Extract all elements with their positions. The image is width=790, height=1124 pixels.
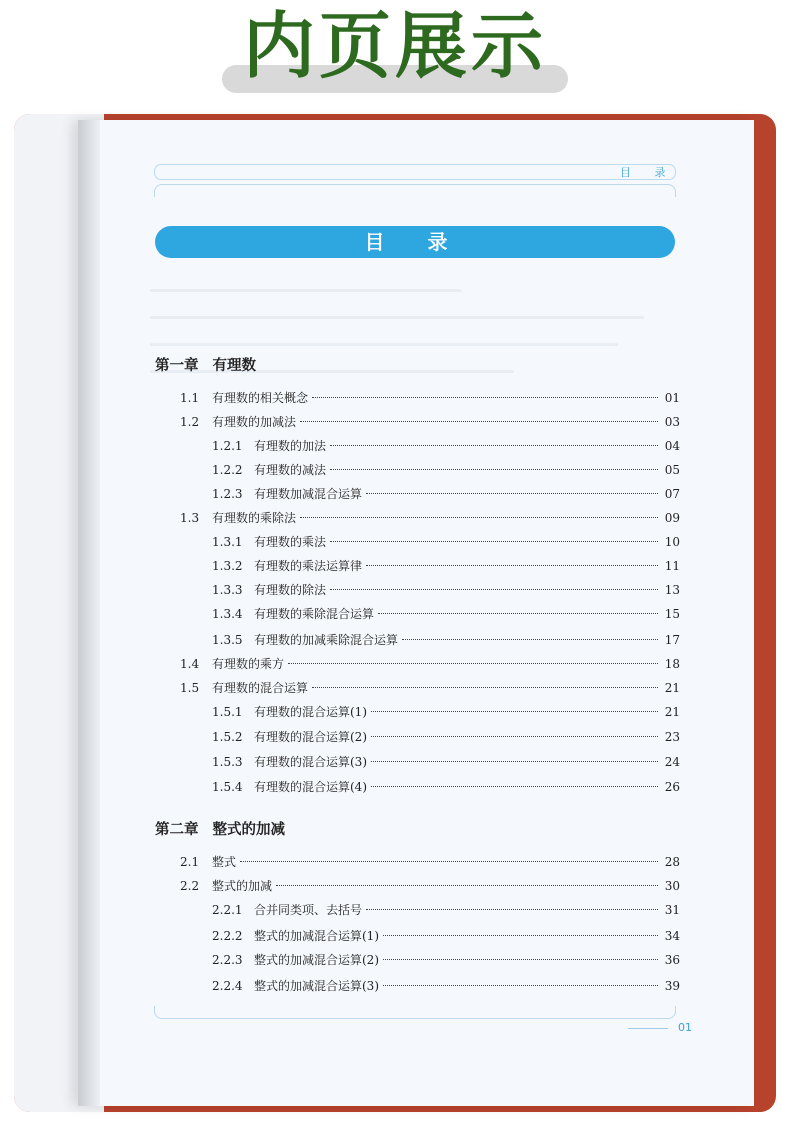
toc-entry[interactable] xyxy=(212,900,680,920)
section-title: 整式的加减 xyxy=(212,879,273,893)
toc-entry[interactable] xyxy=(180,654,680,674)
dot-leader xyxy=(312,397,658,398)
page-spine-fold xyxy=(78,120,100,1106)
dot-leader xyxy=(371,761,658,762)
dot-leader xyxy=(330,469,658,470)
toc-entry[interactable] xyxy=(212,484,680,504)
dot-leader xyxy=(366,493,658,494)
section-number: 1.5 xyxy=(180,681,200,695)
content-frame-bottom xyxy=(154,1006,676,1019)
section-title: 整式的加减混合运算(3) xyxy=(254,979,379,993)
toc-entry[interactable] xyxy=(212,556,680,576)
section-number: 1.3.5 xyxy=(212,633,243,647)
section-number: 1.2.3 xyxy=(212,487,243,501)
section-number: 1.3.3 xyxy=(212,583,243,597)
section-number: 2.2.2 xyxy=(212,929,243,943)
section-title: 有理数的混合运算(4) xyxy=(254,780,367,794)
section-number: 2.1 xyxy=(180,855,200,869)
toc-title: 目 录 xyxy=(364,230,466,254)
section-page: 15 xyxy=(664,607,680,621)
section-page: 39 xyxy=(664,979,680,993)
toc-entry[interactable] xyxy=(212,752,680,772)
section-page: 26 xyxy=(664,780,680,794)
section-number: 2.2.3 xyxy=(212,953,243,967)
toc-entry[interactable] xyxy=(180,388,680,408)
section-title: 整式的加减混合运算(2) xyxy=(254,953,379,967)
section-page: 11 xyxy=(664,559,680,573)
section-page: 23 xyxy=(664,730,680,744)
dot-leader xyxy=(288,663,658,664)
footer-line xyxy=(628,1028,668,1029)
toc-entry[interactable] xyxy=(212,580,680,600)
section-number: 1.3.2 xyxy=(212,559,243,573)
section-number: 1.3.4 xyxy=(212,607,243,621)
hero-header xyxy=(0,0,790,110)
section-page: 30 xyxy=(664,879,680,893)
section-page: 31 xyxy=(664,903,680,917)
dot-leader xyxy=(330,445,658,446)
toc-entry[interactable] xyxy=(212,950,680,970)
section-number: 1.5.1 xyxy=(212,705,243,719)
section-title: 有理数的加法 xyxy=(254,439,327,453)
section-page: 36 xyxy=(664,953,680,967)
page-header-rule xyxy=(154,164,676,180)
dot-leader xyxy=(312,687,658,688)
dot-leader xyxy=(366,909,658,910)
section-page: 34 xyxy=(664,929,680,943)
section-number: 1.5.2 xyxy=(212,730,243,744)
section-page: 09 xyxy=(664,511,680,525)
dot-leader xyxy=(371,711,658,712)
toc-entry[interactable] xyxy=(180,852,680,872)
section-number: 1.5.3 xyxy=(212,755,243,769)
section-page: 10 xyxy=(664,535,680,549)
section-page: 04 xyxy=(664,439,680,453)
section-page: 21 xyxy=(664,681,680,695)
section-title: 有理数的除法 xyxy=(254,583,327,597)
toc-entry[interactable] xyxy=(212,436,680,456)
section-page: 03 xyxy=(664,415,680,429)
section-page: 13 xyxy=(664,583,680,597)
section-number: 1.3.1 xyxy=(212,535,243,549)
section-title: 有理数的乘法 xyxy=(254,535,327,549)
section-number: 1.2.1 xyxy=(212,439,243,453)
chapter-label: 第二章 xyxy=(155,822,199,838)
section-title: 整式 xyxy=(212,855,237,869)
section-page: 21 xyxy=(664,705,680,719)
section-title: 有理数的加减法 xyxy=(212,415,297,429)
toc-entry[interactable] xyxy=(212,460,680,480)
section-page: 17 xyxy=(664,633,680,647)
section-title: 有理数的混合运算 xyxy=(212,681,309,695)
toc-entry[interactable] xyxy=(212,926,680,946)
section-page: 28 xyxy=(664,855,680,869)
section-page: 18 xyxy=(664,657,680,671)
chapter-heading xyxy=(155,818,285,839)
chapter-label: 第一章 xyxy=(155,358,199,374)
section-number: 1.4 xyxy=(180,657,200,671)
page-header-label: 目 录 xyxy=(620,166,676,179)
section-number: 2.2.4 xyxy=(212,979,243,993)
content-frame-top xyxy=(154,184,676,197)
dot-leader xyxy=(276,885,658,886)
section-title: 有理数的乘法运算律 xyxy=(254,559,363,573)
chapter-heading xyxy=(155,354,256,375)
toc-entry[interactable] xyxy=(180,412,680,432)
section-number: 1.3 xyxy=(180,511,200,525)
section-title: 有理数加减混合运算 xyxy=(254,487,363,501)
section-title: 整式的加减混合运算(1) xyxy=(254,929,379,943)
dot-leader xyxy=(371,736,658,737)
section-number: 2.2.1 xyxy=(212,903,243,917)
section-number: 1.1 xyxy=(180,391,200,405)
dot-leader xyxy=(240,861,658,862)
toc-entry[interactable] xyxy=(212,630,680,650)
section-number: 1.2 xyxy=(180,415,200,429)
toc-entry[interactable] xyxy=(180,508,680,528)
section-number: 2.2 xyxy=(180,879,200,893)
toc-entry[interactable] xyxy=(212,532,680,552)
dot-leader xyxy=(330,541,658,542)
dot-leader xyxy=(330,589,658,590)
dot-leader xyxy=(300,517,658,518)
toc-entry[interactable] xyxy=(180,678,680,698)
section-title: 有理数的加减乘除混合运算 xyxy=(254,633,399,647)
chapter-title: 整式的加减 xyxy=(212,822,285,838)
section-title: 有理数的乘除法 xyxy=(212,511,297,525)
dot-leader xyxy=(371,786,658,787)
section-title: 有理数的相关概念 xyxy=(212,391,309,405)
section-page: 24 xyxy=(664,755,680,769)
dot-leader xyxy=(383,959,658,960)
toc-entry[interactable] xyxy=(212,976,680,996)
dot-leader xyxy=(402,639,658,640)
dot-leader xyxy=(366,565,658,566)
page-number: 01 xyxy=(678,1021,692,1034)
section-page: 07 xyxy=(664,487,680,501)
section-title: 有理数的混合运算(3) xyxy=(254,755,367,769)
dot-leader xyxy=(383,935,658,936)
dot-leader xyxy=(378,613,658,614)
section-page: 01 xyxy=(664,391,680,405)
section-number: 1.5.4 xyxy=(212,780,243,794)
chapter-title: 有理数 xyxy=(212,358,256,374)
section-title: 有理数的混合运算(1) xyxy=(254,705,367,719)
toc-entry[interactable] xyxy=(212,777,680,797)
section-title: 合并同类项、去括号 xyxy=(254,903,363,917)
section-title: 有理数的乘方 xyxy=(212,657,285,671)
toc-entry[interactable] xyxy=(180,876,680,896)
section-title: 有理数的乘除混合运算 xyxy=(254,607,375,621)
toc-entry[interactable] xyxy=(212,604,680,624)
toc-entry[interactable] xyxy=(212,727,680,747)
dot-leader xyxy=(300,421,658,422)
dot-leader xyxy=(383,985,658,986)
hero-title: 内页展示 xyxy=(242,4,547,88)
section-title: 有理数的减法 xyxy=(254,463,327,477)
section-number: 1.2.2 xyxy=(212,463,243,477)
section-page: 05 xyxy=(664,463,680,477)
toc-entry[interactable] xyxy=(212,702,680,722)
section-title: 有理数的混合运算(2) xyxy=(254,730,367,744)
